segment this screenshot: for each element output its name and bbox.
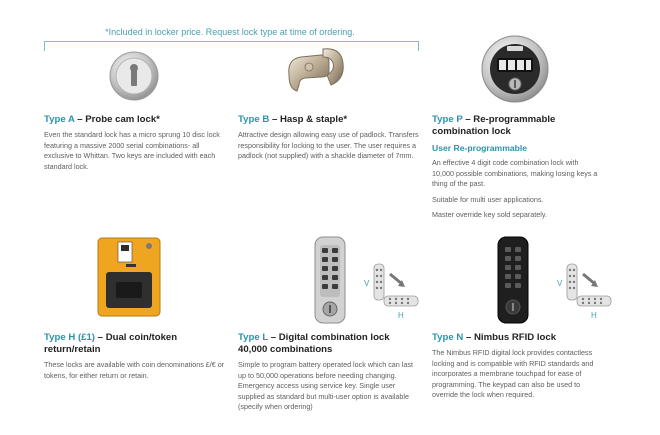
lock-type-b	[238, 114, 423, 162]
lock-description: Simple to program battery operated lock which can last up to 50,000 operations before needing changing. Emergency access using service key. Single user supplied as standard but multi-user option is available (specify when ordering)	[238, 360, 413, 411]
lock-type-h	[44, 332, 229, 381]
lock-title: Type L – Digital combination lock 40,000 combinations	[238, 332, 390, 355]
lock-name: Hasp & staple*	[279, 114, 348, 125]
lock-description: Attractive design allowing easy use of padlock. Transfers responsibility for locking to the user. The user requires a padlock (not supplied) with a shackle diameter of 7mm.	[238, 130, 419, 160]
lock-title: Type N – Nimbus RFID lock	[432, 332, 557, 343]
digital-lock-image	[313, 235, 347, 325]
lock-description: The Nimbus RFID digital lock provides contactless locking and is compatible with RFID standards and incorporates a membrane touchpad for ease of programming. The keypad can also be used to override the lock when required.	[432, 348, 594, 399]
lock-title: Type B – Hasp & staple*	[238, 114, 348, 125]
lock-letter: Type H (£1)	[44, 332, 95, 343]
rfid-lock-image	[496, 235, 530, 325]
lock-name: Probe cam lock*	[85, 114, 160, 125]
lock-subtitle: User Re-programmable	[432, 143, 528, 153]
vertical-label: V	[557, 279, 563, 288]
lock-paragraph: Suitable for multi user applications.	[432, 194, 544, 204]
lock-title: Type P – Re-programmable combination lock	[432, 114, 556, 137]
included-note: *Included in locker price. Request lock type at time of ordering.	[105, 27, 355, 37]
lock-name: Digital combination lock 40,000 combinations	[238, 332, 390, 355]
lock-letter: Type N	[432, 332, 464, 343]
combination-lock-image	[480, 34, 550, 104]
lock-name: Re-programmable combination lock	[432, 114, 556, 137]
lock-name: Nimbus RFID lock	[473, 332, 557, 343]
lock-description: Even the standard lock has a micro sprung 10 disc lock featuring a massive 2000 serial combinations- all exclusive to Whittan. Two keys are included with each standard lock.	[44, 130, 220, 171]
lock-type-l	[238, 332, 413, 413]
horizontal-label: H	[591, 311, 597, 320]
lock-type-n	[432, 332, 607, 401]
probe-cam-lock-image	[108, 50, 160, 102]
lock-title: Type A – Probe cam lock*	[44, 114, 160, 125]
lock-name: Dual coin/token return/retain	[44, 332, 178, 355]
horizontal-label: H	[398, 311, 404, 320]
lock-letter: Type A	[44, 114, 75, 125]
coin-lock-image	[96, 236, 162, 318]
vertical-label: V	[364, 279, 370, 288]
lock-title: Type H (£1) – Dual coin/token return/retain	[44, 332, 178, 355]
lock-letter: Type L	[238, 332, 269, 343]
lock-description: These locks are available with coin denominations £/€ or tokens, for either return or retain.	[44, 360, 225, 380]
orientation-diagram-l	[362, 262, 420, 320]
lock-paragraph: Master override key sold separately.	[432, 210, 547, 219]
lock-letter: Type P	[432, 114, 463, 125]
hasp-staple-image	[285, 45, 351, 95]
lock-type-p	[432, 114, 600, 221]
bracket-divider	[44, 41, 419, 51]
orientation-diagram-n	[555, 262, 613, 320]
lock-type-a	[44, 114, 229, 172]
lock-letter: Type B	[238, 114, 270, 125]
lock-paragraph: An effective 4 digit code combination lock with 10,000 possible combinations, making losing keys a thing of the past.	[432, 158, 598, 188]
